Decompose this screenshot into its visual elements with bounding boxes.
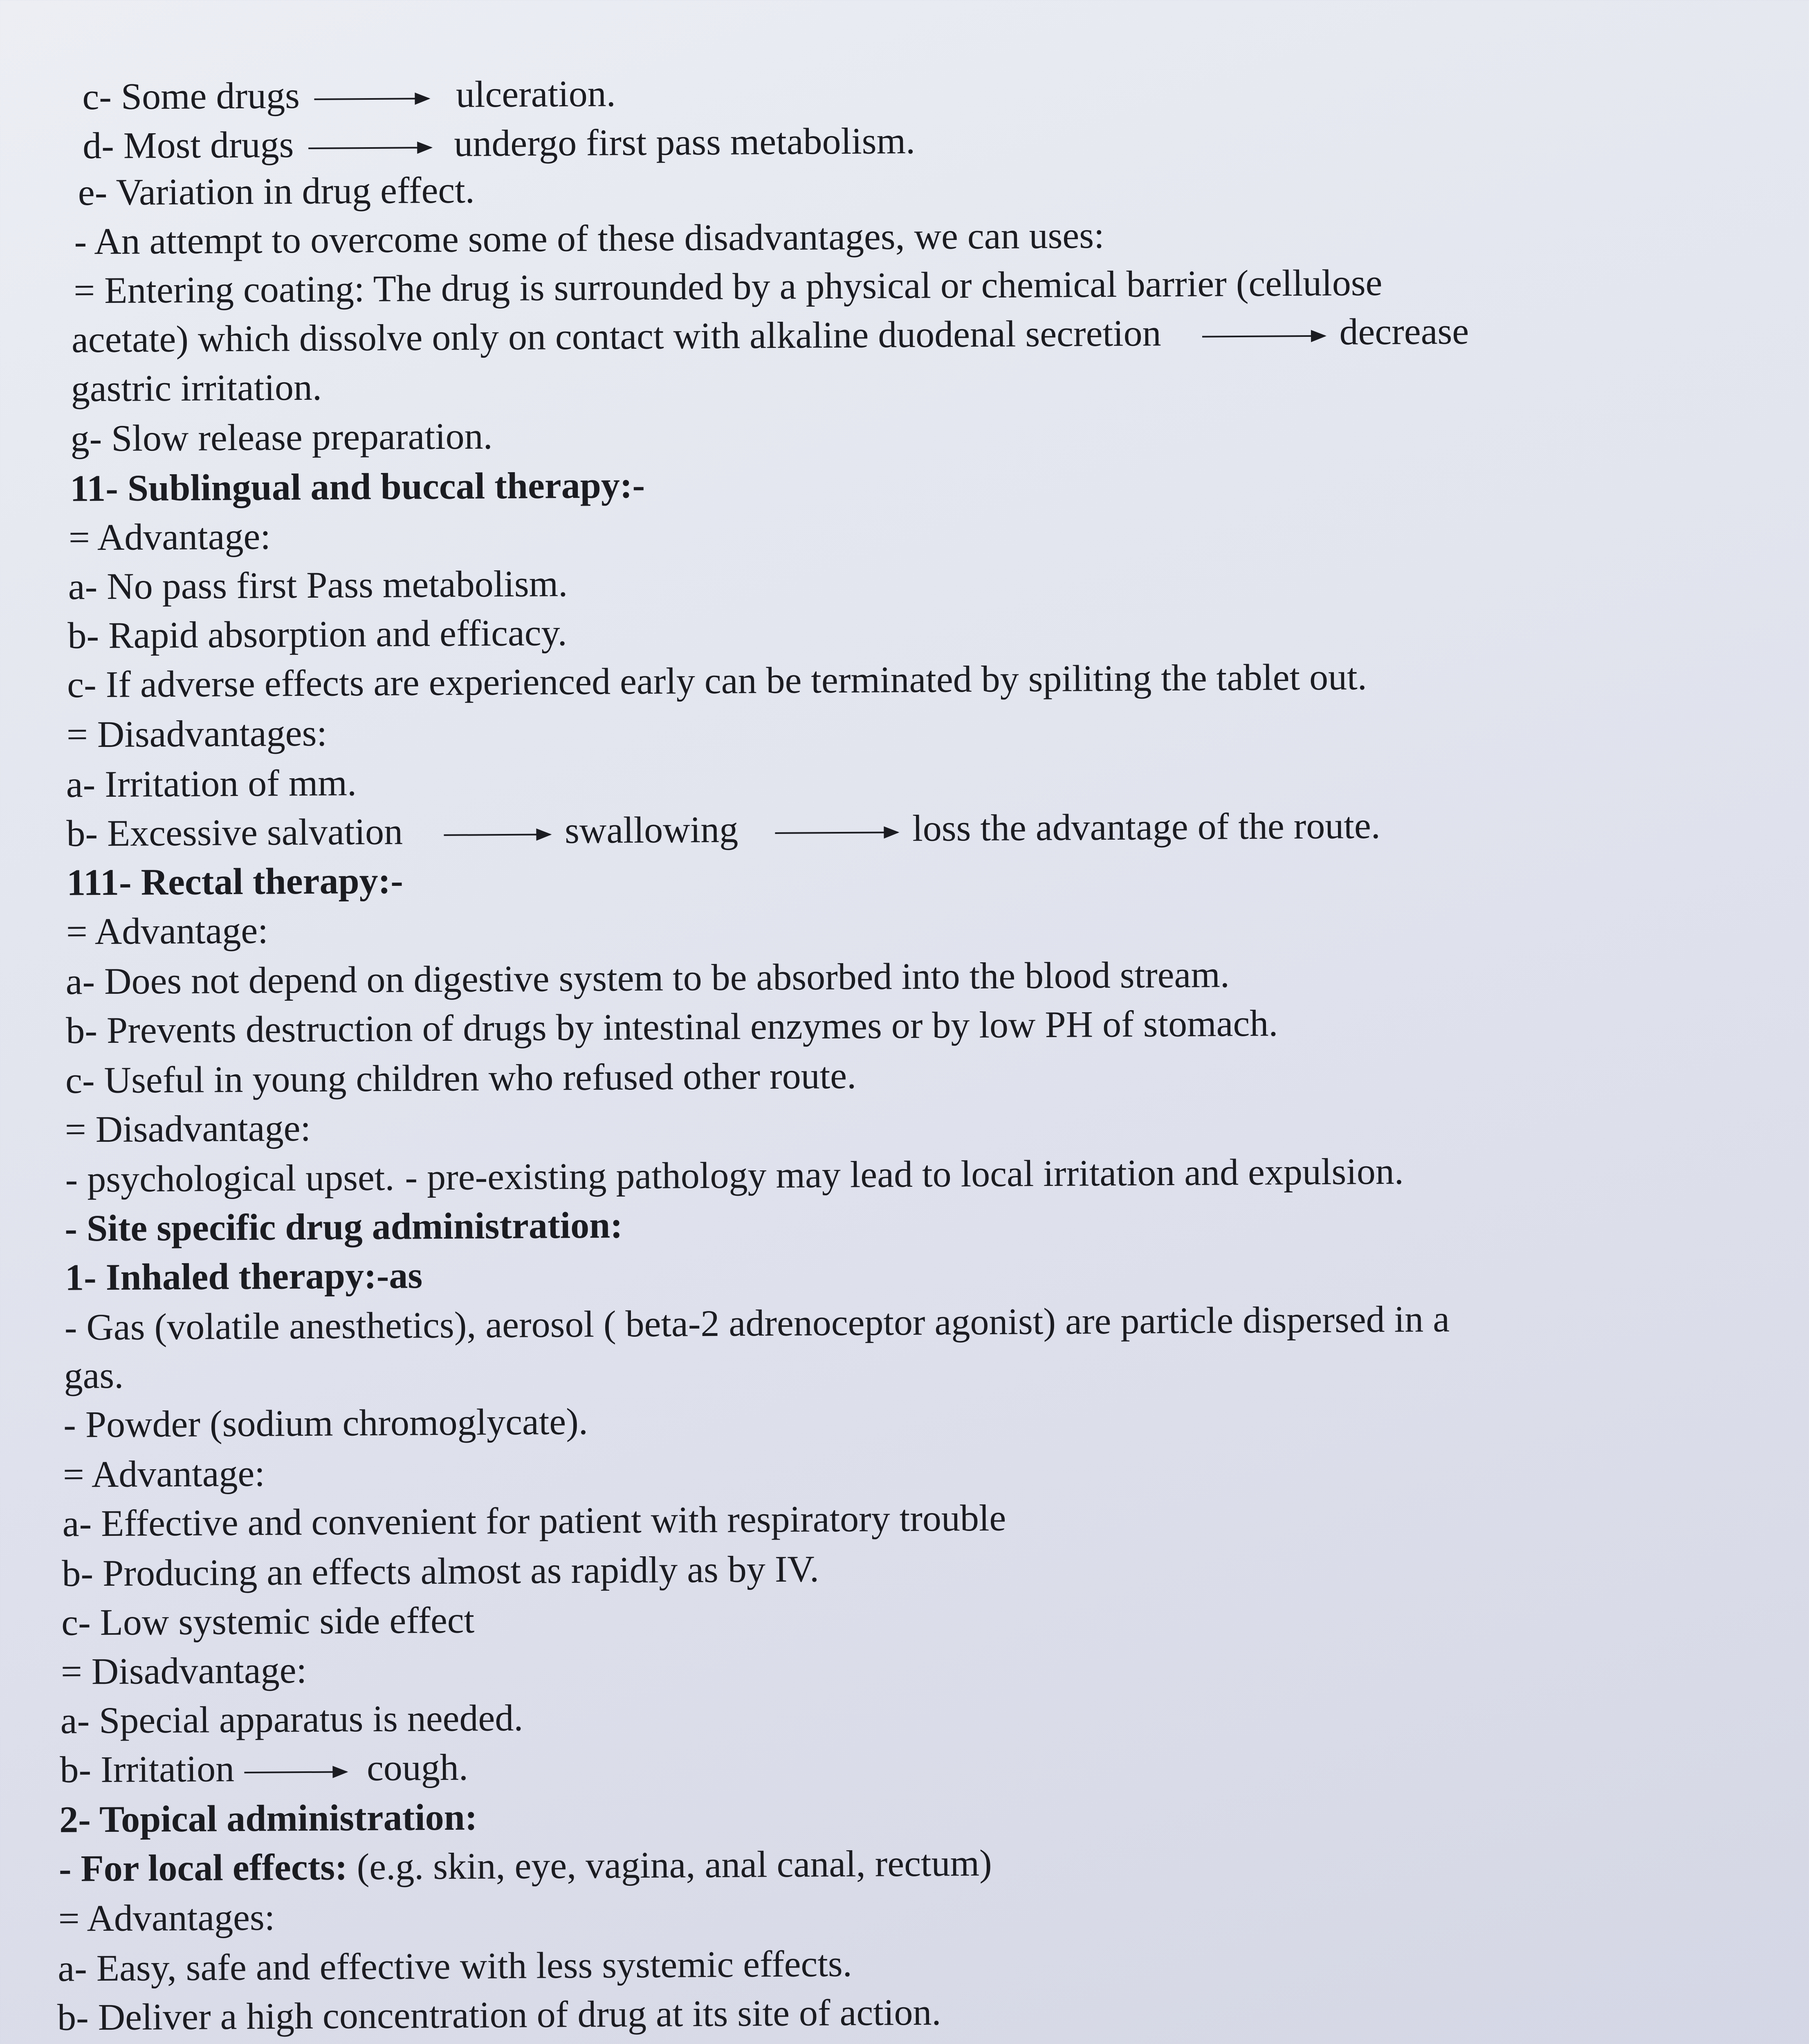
arrow-icon <box>444 834 550 836</box>
text-line: a- Irritation of mm. <box>66 762 357 805</box>
line-text: d- Most drugs <box>82 123 294 167</box>
text-line: a- No pass first Pass metabolism. <box>68 563 568 607</box>
text-line: = Entering coating: The drug is surrounded by a physical or chemical barrier (cellulose <box>73 261 1383 312</box>
section-heading: - Site specific drug administration: <box>65 1204 623 1249</box>
text-line: gas. <box>64 1354 124 1396</box>
line-text: swallowing <box>564 808 738 852</box>
section-heading: 2- Topical administration: <box>59 1796 478 1840</box>
text-line: b- Producing an effects almost as rapidly as by IV. <box>62 1548 819 1594</box>
section-heading: 11- Sublingual and buccal therapy:- <box>70 464 645 509</box>
text-line: = Advantage: <box>68 515 271 558</box>
line-text: ulceration. <box>456 72 616 115</box>
text-line: = Advantages: <box>58 1896 275 1939</box>
text-line: = Disadvantages: <box>66 712 328 755</box>
line-text: acetate) which dissolve only on contact with alkaline duodenal secretion <box>71 312 1161 361</box>
text-line <box>82 72 616 118</box>
text-line <box>72 312 1469 359</box>
arrow-icon <box>244 1771 346 1773</box>
text-line: gastric irritation. <box>71 366 322 410</box>
line-text: cough. <box>366 1746 469 1789</box>
line-text: - psychological upset. <box>65 1156 395 1200</box>
text-line <box>66 804 1381 854</box>
text-line: c- Useful in young children who refused other route. <box>65 1054 857 1101</box>
text-line: a- Special apparatus is needed. <box>60 1697 523 1741</box>
line-text: undergo first pass metabolism. <box>454 119 916 164</box>
text-line: = Advantage: <box>66 909 269 953</box>
text-line <box>59 1844 992 1887</box>
text-line: b- Rapid absorption and efficacy. <box>67 612 567 657</box>
arrow-icon <box>314 98 429 100</box>
arrow-icon <box>1202 335 1325 338</box>
line-text: - For local effects: <box>58 1846 348 1889</box>
text-line: b- Deliver a high concentration of drug at its site of action. <box>57 1991 941 2038</box>
text-line <box>65 1152 1404 1198</box>
text-line: c- Low systemic side effect <box>61 1599 475 1643</box>
text-line: a- Does not depend on digestive system to be absorbed into the blood stream. <box>65 953 1230 1002</box>
line-text: (e.g. skin, eye, vagina, anal canal, rectum) <box>347 1842 992 1888</box>
text-line: g- Slow release preparation. <box>70 415 493 459</box>
text-line: b- Prevents destruction of drugs by intestinal enzymes or by low PH of stomach. <box>66 1002 1278 1051</box>
section-heading: 1- Inhaled therapy:-as <box>65 1254 423 1298</box>
line-text: loss the advantage of the route. <box>912 804 1381 849</box>
text-line <box>82 119 916 167</box>
text-line: - Powder (sodium chromoglycate). <box>63 1400 588 1446</box>
line-text: b- Excessive salvation <box>66 810 403 854</box>
text-line: a- Effective and convenient for patient with respiratory trouble <box>62 1497 1006 1544</box>
text-line: e- Variation in drug effect. <box>78 169 475 213</box>
section-heading: 111- Rectal therapy:- <box>66 859 404 903</box>
text-line: = Disadvantage: <box>65 1107 311 1150</box>
text-line: c- If adverse effects are experienced early can be terminated by spiliting the tablet out. <box>67 656 1367 706</box>
text-line <box>60 1746 469 1791</box>
line-text: decrease <box>1339 310 1469 353</box>
arrow-icon <box>775 831 898 834</box>
text-line: a- Easy, safe and effective with less systemic effects. <box>58 1942 852 1989</box>
line-text: b- Irritation <box>60 1748 235 1791</box>
line-text: - pre-existing pathology may lead to local irritation and expulsion. <box>405 1150 1404 1198</box>
line-text: c- Some drugs <box>82 74 300 118</box>
text-line: - An attempt to overcome some of these disadvantages, we can uses: <box>74 214 1104 262</box>
arrow-icon <box>308 147 431 149</box>
text-line: = Disadvantage: <box>61 1649 307 1692</box>
text-line: = Advantage: <box>63 1452 265 1495</box>
text-line: - Gas (volatile anesthetics), aerosol ( beta-2 adrenoceptor agonist) are particle dispersed in a <box>64 1298 1450 1348</box>
